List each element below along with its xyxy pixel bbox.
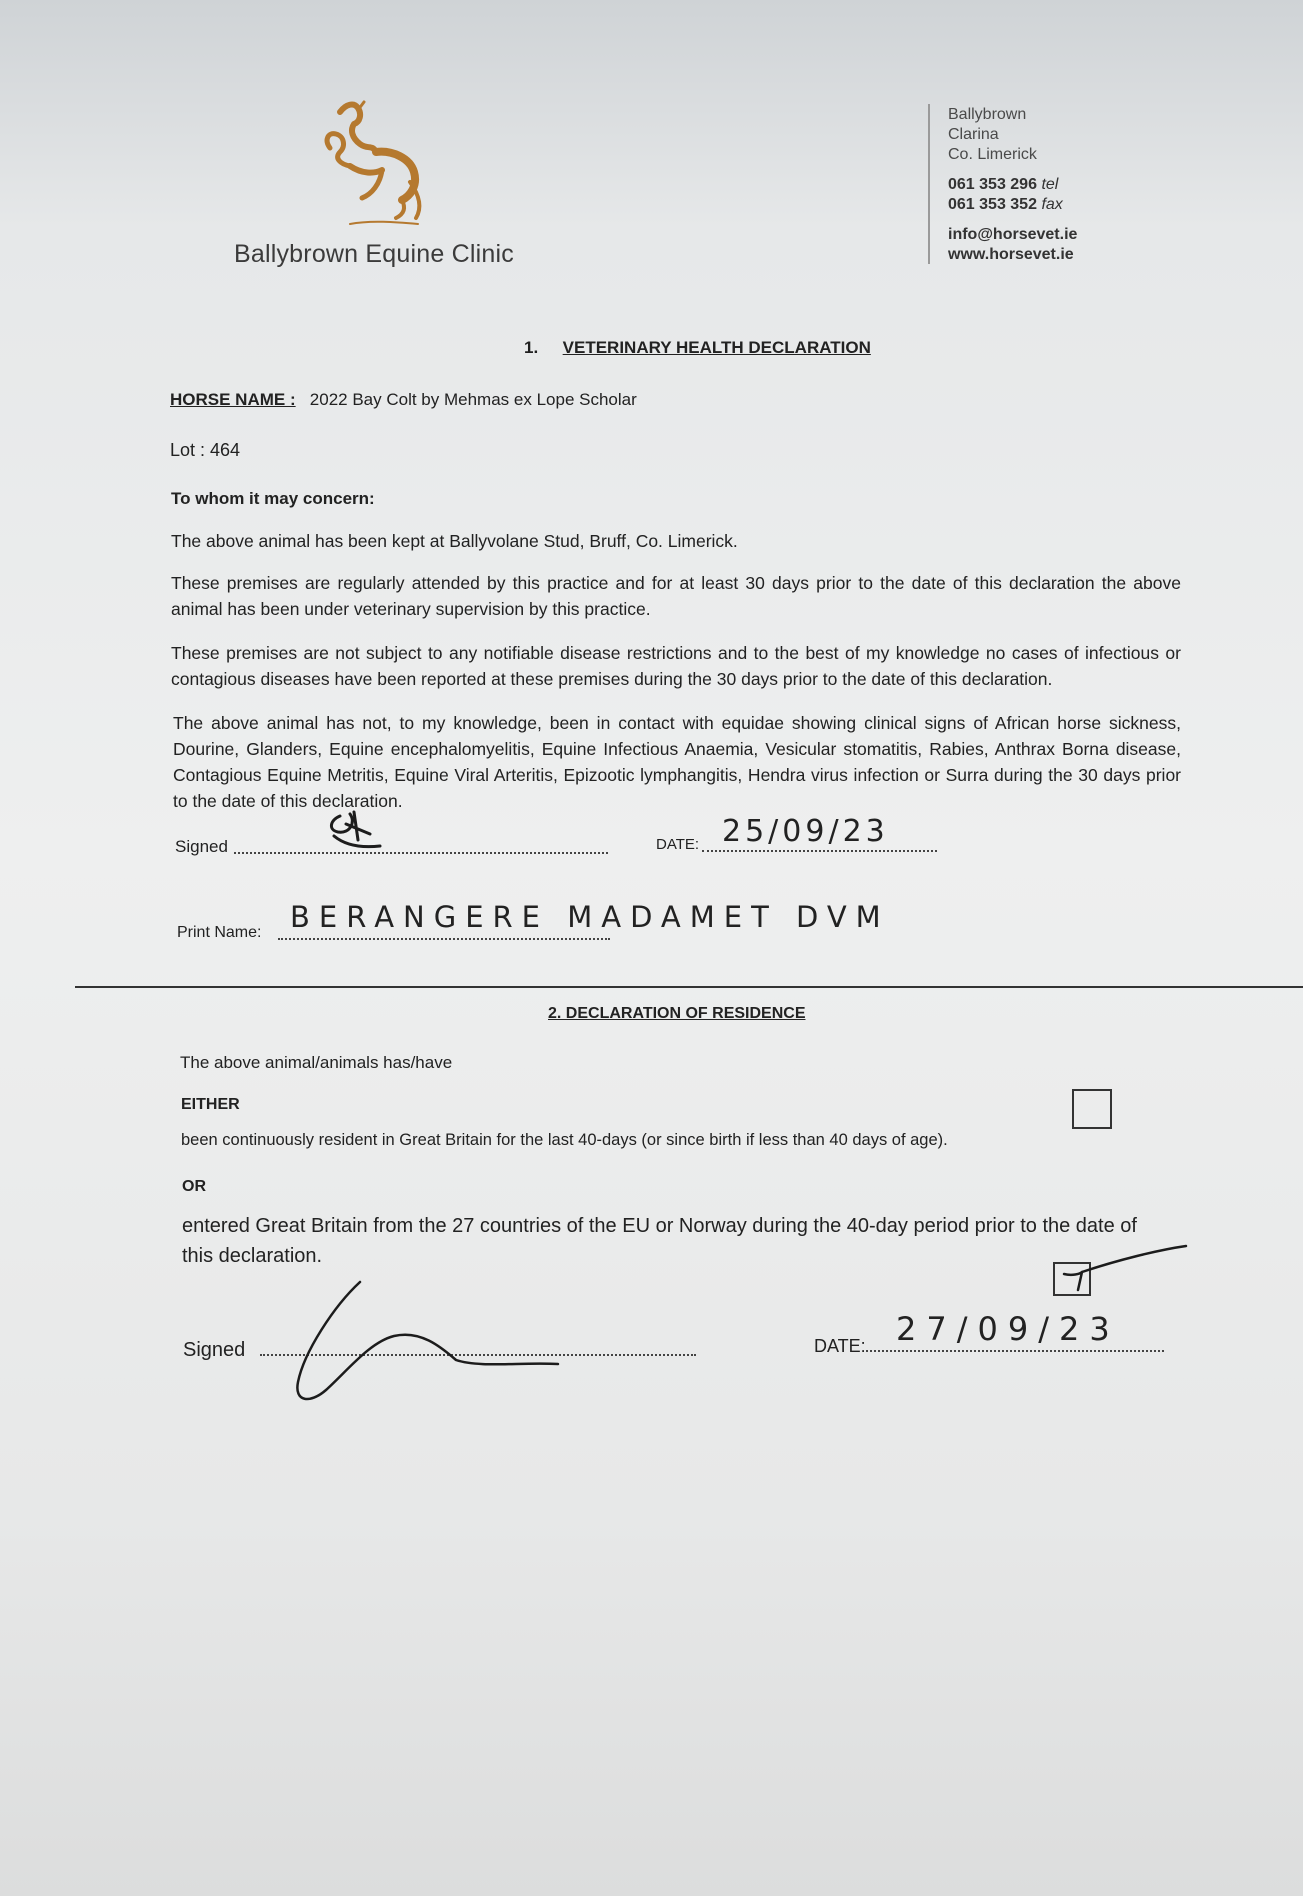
section2-date-label: DATE: xyxy=(814,1336,866,1356)
section1-title: VETERINARY HEALTH DECLARATION xyxy=(562,338,871,357)
section2-intro: The above animal/animals has/have xyxy=(180,1053,453,1072)
section1-heading xyxy=(524,338,871,358)
salutation: To whom it may concern: xyxy=(171,489,375,508)
horse-logo-icon xyxy=(310,100,430,230)
fax-line xyxy=(948,195,1077,215)
website: www.horsevet.ie xyxy=(948,246,1074,263)
clinic-logo xyxy=(310,100,430,230)
either-label: EITHER xyxy=(181,1096,240,1113)
section1-signed-label: Signed xyxy=(175,837,228,856)
section2-date-value: 27/09/23 xyxy=(896,1310,1120,1348)
paragraph-3: These premises are not subject to any notifiable disease restrictions and to the best of my knowledge no cases of infectious or contagious diseases have been reported at these premises during the 30 days prior to the date of this declaration. xyxy=(171,643,1181,689)
section2-signed-label: Signed xyxy=(183,1339,246,1361)
option1-text: been continuously resident in Great Britain for the last 40-days (or since birth if less than 40 days of age). xyxy=(181,1131,948,1149)
section1-signature xyxy=(310,806,390,856)
section-divider xyxy=(75,986,1303,988)
option2-check-mark-icon xyxy=(1058,1244,1192,1292)
fax-number: 061 353 352 xyxy=(948,196,1037,213)
lot-number: Lot : 464 xyxy=(170,440,241,460)
horse-name-value: 2022 Bay Colt by Mehmas ex Lope Scholar xyxy=(309,390,637,409)
paragraph-4: The above animal has not, to my knowledge, been in contact with equidae showing clinical signs of African horse sickness, Dourine, Glanders, Equine encephalomyelitis, Equine Infectious Anaemia, Vesicular stomatitis, Rabies, Anthrax Borna disease, Contagious Equine Metritis, Equine Viral Arteritis, Epizootic lymphangitis, Hendra virus infection or Surra during the 30 days prior to the date of this declaration. xyxy=(173,713,1181,811)
section1-date-label: DATE: xyxy=(656,836,700,853)
section1-date-value: 25/09/23 xyxy=(722,814,889,849)
section1-signature-line xyxy=(234,832,608,854)
section2-signature xyxy=(290,1276,570,1406)
phone-number: 061 353 296 xyxy=(948,176,1037,193)
address-line-3: Co. Limerick xyxy=(948,146,1037,163)
option2-text: entered Great Britain from the 27 countries of the EU or Norway during the 40-day period prior to the date of this declaration. xyxy=(182,1215,1137,1267)
address-divider xyxy=(928,104,930,264)
address-block xyxy=(948,105,1077,265)
print-name-value: BERANGERE MADAMET DVM xyxy=(290,900,890,934)
fax-label: fax xyxy=(1041,196,1063,213)
paragraph-2: These premises are regularly attended by this practice and for at least 30 days prior to the date of this declaration the above animal has been under veterinary supervision by this practice. xyxy=(171,573,1181,619)
print-name-label: Print Name: xyxy=(177,924,262,941)
address-line-1: Ballybrown xyxy=(948,106,1027,123)
section2-title: 2. DECLARATION OF RESIDENCE xyxy=(548,1005,806,1022)
section1-number: 1. xyxy=(524,338,539,357)
option1-checkbox[interactable] xyxy=(1072,1089,1112,1129)
phone-label: tel xyxy=(1041,176,1059,193)
address-line-2: Clarina xyxy=(948,126,999,143)
phone-line xyxy=(948,175,1077,195)
horse-name-label: HORSE NAME : xyxy=(170,390,296,409)
clinic-name: Ballybrown Equine Clinic xyxy=(234,240,514,268)
email: info@horsevet.ie xyxy=(948,226,1078,243)
or-label: OR xyxy=(182,1178,206,1195)
paragraph-1: The above animal has been kept at Ballyvolane Stud, Bruff, Co. Limerick. xyxy=(171,531,738,551)
horse-name-row xyxy=(170,387,637,413)
